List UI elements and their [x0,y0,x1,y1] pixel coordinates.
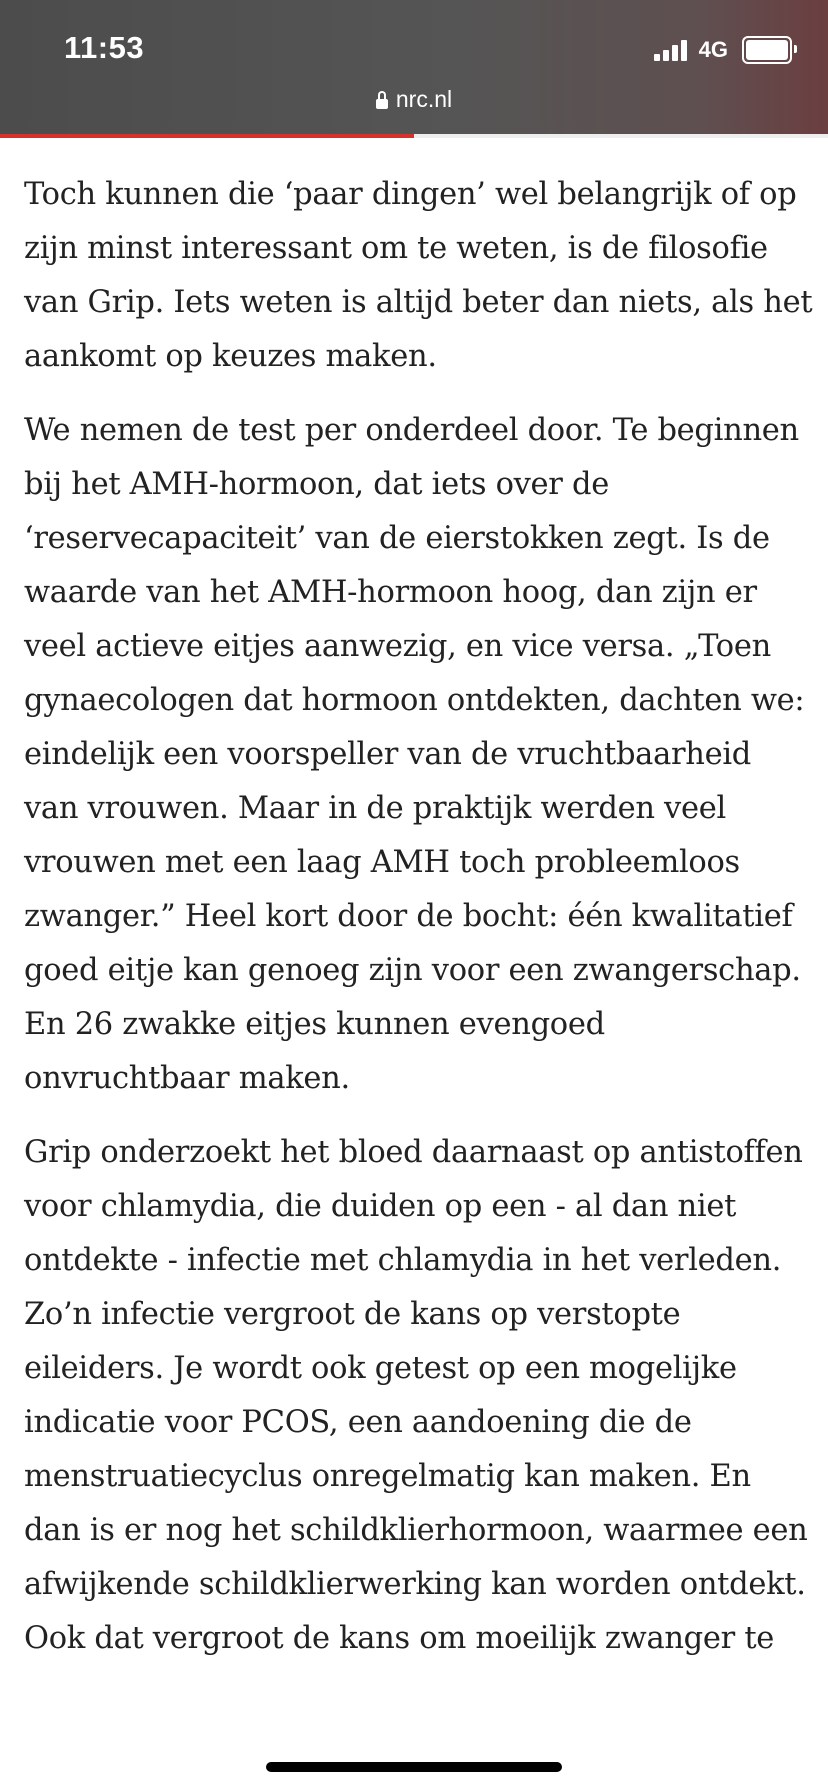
network-type: 4G [698,37,728,62]
reading-progress-bar [0,134,828,138]
battery-level [746,40,788,60]
battery-icon [742,36,792,64]
article-paragraph: Grip onderzoekt het bloed daarnaast op antistoffen voor chlamydia, die duiden op een - al dan niet ontdekte - infectie met chlamydia in het verleden. Zo’n infectie vergroot de kans op verstopte eileiders. Je wordt ook getest op een mogelijke indicatie voor PCOS, een aandoening die de menstruatiecyclus onregelmatig kan maken. En dan is er nog het schildklierhormoon, waarmee een afwijkende schildklierwerking kan worden ontdekt. Ook dat vergroot de kans om moeilijk zwanger te [24,1135,808,1656]
lock-icon [376,99,388,109]
home-indicator[interactable] [266,1762,562,1772]
article-paragraph: Toch kunnen die ‘paar dingen’ wel belangrijk of op zijn minst interessant om te weten, is de filosofie van Grip. Iets weten is altijd beter dan niets, als het aankomt op keuzes maken. [24,177,813,374]
article-paragraph: We nemen de test per onderdeel door. Te beginnen bij het AMH-hormoon, dat iets over de ‘reservecapaciteit’ van de eierstokken zegt. Is de waarde van het AMH-hormoon hoog, dan zijn er veel actieve eitjes aanwezig, en vice versa. „Toen gynaecologen dat hormoon ontdekten, dachten we: eindelijk een voorspeller van de vruchtbaarheid van vrouwen. Maar in de praktijk werden veel vrouwen met een laag AMH toch probleemloos zwanger.” Heel kort door de bocht: één kwalitatief goed eitje kan genoeg zijn voor een zwangerschap. En 26 zwakke eitjes kunnen evengoed onvruchtbaar maken. [24,413,805,1096]
article-body [24,168,814,1686]
url-domain: nrc.nl [395,86,453,112]
status-time: 11:53 [64,30,145,65]
url-bar[interactable] [0,86,828,113]
status-icons [654,36,792,64]
reading-progress-fill [0,134,414,138]
status-bar [0,0,828,134]
signal-icon [654,39,687,61]
